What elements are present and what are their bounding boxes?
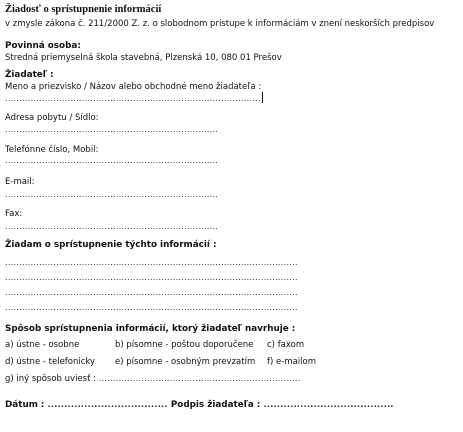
date-label: Dátum :: [5, 400, 45, 410]
other-method-dots: .......................................................................: [98, 374, 301, 383]
request-line[interactable]: .......................................................................................................: [5, 273, 298, 282]
signature-row: [5, 400, 394, 410]
signature-field[interactable]: .......................................: [263, 400, 394, 409]
phone-field[interactable]: ...........................................................................: [5, 156, 219, 165]
name-label: Meno a priezvisko / Názov alebo obchodné meno žiadateľa :: [5, 82, 262, 92]
method-option-e[interactable]: e) písomne - osobným prevzatím: [115, 357, 256, 367]
address-label: Adresa pobytu / Sídlo:: [5, 113, 99, 123]
name-dots: ..........................................................................................: [5, 94, 261, 103]
email-field[interactable]: ...........................................................................: [5, 190, 219, 199]
method-option-a[interactable]: a) ústne - osobne: [5, 340, 80, 350]
email-label: E-mail:: [5, 177, 35, 187]
obliged-value: Stredná priemyselná škola stavebná, Plzenská 10, 080 01 Prešov: [5, 53, 282, 63]
date-field[interactable]: ....................................: [47, 400, 168, 409]
form-title: Žiadosť o sprístupnenie informácií: [5, 4, 162, 15]
request-line[interactable]: .......................................................................................................: [5, 288, 298, 297]
obliged-heading: Povinná osoba:: [5, 41, 81, 51]
request-line[interactable]: .......................................................................................................: [5, 303, 298, 312]
name-field[interactable]: [5, 92, 263, 104]
fax-label: Fax:: [5, 209, 23, 219]
phone-label: Telefónne číslo, Mobil:: [5, 145, 99, 155]
request-heading: Žiadam o sprístupnenie týchto informácií :: [5, 240, 217, 250]
other-method-label: g) iný spôsob uviesť :: [5, 374, 96, 384]
method-option-d[interactable]: d) ústne - telefonicky: [5, 357, 96, 367]
method-option-b[interactable]: b) písomne - poštou doporučene: [115, 340, 254, 350]
fax-field[interactable]: ...........................................................................: [5, 222, 219, 231]
method-option-f[interactable]: f) e-mailom: [267, 357, 316, 367]
applicant-heading: Žiadateľ :: [5, 70, 54, 80]
form-subtitle: v zmysle zákona č. 211/2000 Z. z. o slobodnom prístupe k informáciám v znení neskorších predpisov: [5, 19, 435, 29]
method-option-g[interactable]: [5, 374, 301, 384]
request-line[interactable]: .......................................................................................................: [5, 258, 298, 267]
address-field[interactable]: ...........................................................................: [5, 125, 219, 134]
text-caret: [262, 92, 263, 103]
method-heading: Spôsob sprístupnenia informácií, ktorý žiadateľ navrhuje :: [5, 324, 296, 334]
signature-label: Podpis žiadateľa :: [170, 400, 261, 410]
method-option-c[interactable]: c) faxom: [267, 340, 305, 350]
